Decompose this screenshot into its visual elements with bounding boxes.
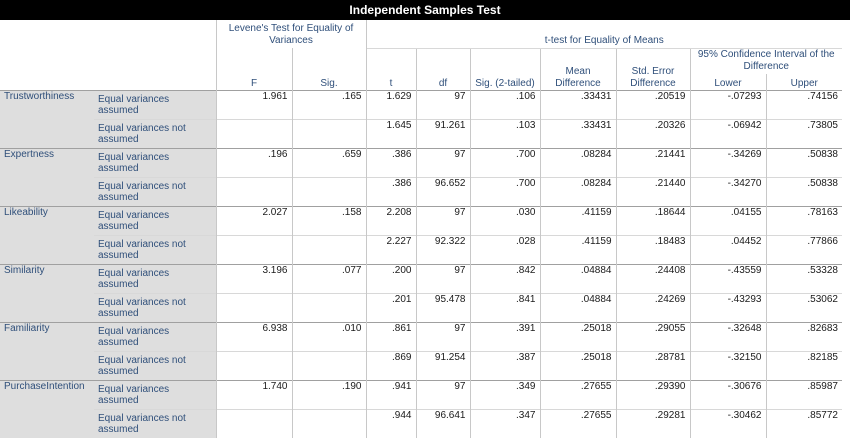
cell-se: .20326 [616, 119, 690, 148]
sublabel-equal-variances-not-assumed: Equal variances not assumed [94, 409, 216, 438]
sublabel-equal-variances-not-assumed: Equal variances not assumed [94, 293, 216, 322]
table-row [0, 235, 842, 264]
row-label: Familiarity [0, 322, 94, 380]
row-label: Trustworthiness [0, 90, 94, 148]
cell-sig2: .030 [470, 206, 540, 235]
col-header-upper: Upper [766, 74, 842, 90]
cell-F [216, 119, 292, 148]
cell-t: .944 [366, 409, 416, 438]
col-header-t: t [366, 48, 416, 90]
cell-lo: -.30676 [690, 380, 766, 409]
cell-F [216, 409, 292, 438]
col-header-df: df [416, 48, 470, 90]
col-header-F: F [216, 48, 292, 90]
cell-t: .386 [366, 148, 416, 177]
cell-md: .33431 [540, 90, 616, 119]
cell-md: .25018 [540, 322, 616, 351]
table-title: Independent Samples Test [0, 0, 850, 20]
cell-md: .25018 [540, 351, 616, 380]
row-label: Expertness [0, 148, 94, 206]
cell-sig2: .391 [470, 322, 540, 351]
cell-lo: -.07293 [690, 90, 766, 119]
ci-header: 95% Confidence Interval of the Difference [690, 48, 842, 74]
row-label: Likeability [0, 206, 94, 264]
table-row [0, 148, 842, 177]
cell-md: .41159 [540, 206, 616, 235]
sublabel-equal-variances-not-assumed: Equal variances not assumed [94, 351, 216, 380]
cell-t: 1.629 [366, 90, 416, 119]
cell-up: .78163 [766, 206, 842, 235]
cell-up: .53328 [766, 264, 842, 293]
sublabel-equal-variances-assumed: Equal variances assumed [94, 206, 216, 235]
cell-sig2: .841 [470, 293, 540, 322]
cell-lo: -.32150 [690, 351, 766, 380]
cell-t: .869 [366, 351, 416, 380]
cell-sig: .010 [292, 322, 366, 351]
cell-sig: .158 [292, 206, 366, 235]
table-row [0, 90, 842, 119]
cell-up: .85772 [766, 409, 842, 438]
cell-se: .21441 [616, 148, 690, 177]
cell-df: 97 [416, 206, 470, 235]
table-row [0, 177, 842, 206]
cell-se: .28781 [616, 351, 690, 380]
cell-md: .04884 [540, 264, 616, 293]
cell-lo: -.30462 [690, 409, 766, 438]
cell-df: 97 [416, 380, 470, 409]
table-row [0, 119, 842, 148]
cell-md: .27655 [540, 409, 616, 438]
cell-se: .24408 [616, 264, 690, 293]
col-header-sig: Sig. [292, 48, 366, 90]
cell-t: 1.645 [366, 119, 416, 148]
cell-lo: .04452 [690, 235, 766, 264]
cell-sig2: .028 [470, 235, 540, 264]
cell-lo: -.43293 [690, 293, 766, 322]
cell-df: 96.641 [416, 409, 470, 438]
table-row [0, 322, 842, 351]
cell-lo: -.34270 [690, 177, 766, 206]
cell-up: .82185 [766, 351, 842, 380]
cell-sig2: .347 [470, 409, 540, 438]
cell-se: .24269 [616, 293, 690, 322]
sublabel-equal-variances-not-assumed: Equal variances not assumed [94, 119, 216, 148]
cell-lo: -.06942 [690, 119, 766, 148]
cell-up: .50838 [766, 177, 842, 206]
cell-md: .27655 [540, 380, 616, 409]
table-row [0, 293, 842, 322]
levene-header: Levene's Test for Equality of Variances [216, 20, 366, 48]
cell-df: 97 [416, 148, 470, 177]
cell-sig [292, 293, 366, 322]
cell-up: .73805 [766, 119, 842, 148]
cell-lo: -.34269 [690, 148, 766, 177]
cell-sig: .165 [292, 90, 366, 119]
cell-df: 95.478 [416, 293, 470, 322]
cell-df: 97 [416, 264, 470, 293]
row-label: Similarity [0, 264, 94, 322]
cell-lo: .04155 [690, 206, 766, 235]
cell-lo: -.32648 [690, 322, 766, 351]
cell-F: 3.196 [216, 264, 292, 293]
cell-se: .29390 [616, 380, 690, 409]
table-row [0, 351, 842, 380]
cell-df: 91.261 [416, 119, 470, 148]
cell-up: .74156 [766, 90, 842, 119]
cell-t: 2.227 [366, 235, 416, 264]
cell-md: .08284 [540, 177, 616, 206]
cell-sig2: .106 [470, 90, 540, 119]
cell-se: .29055 [616, 322, 690, 351]
cell-sig [292, 409, 366, 438]
table-row [0, 264, 842, 293]
cell-df: 97 [416, 322, 470, 351]
sublabel-equal-variances-assumed: Equal variances assumed [94, 148, 216, 177]
col-header-sig2: Sig. (2-tailed) [470, 48, 540, 90]
cell-sig2: .700 [470, 148, 540, 177]
cell-se: .21440 [616, 177, 690, 206]
table-row [0, 206, 842, 235]
cell-sig [292, 177, 366, 206]
header-corner [0, 20, 216, 90]
cell-up: .85987 [766, 380, 842, 409]
cell-up: .82683 [766, 322, 842, 351]
cell-sig: .077 [292, 264, 366, 293]
cell-df: 92.322 [416, 235, 470, 264]
cell-F: 6.938 [216, 322, 292, 351]
cell-F [216, 177, 292, 206]
cell-sig2: .842 [470, 264, 540, 293]
col-header-mean-difference: Mean Difference [540, 48, 616, 90]
cell-md: .33431 [540, 119, 616, 148]
cell-t: .941 [366, 380, 416, 409]
sublabel-equal-variances-assumed: Equal variances assumed [94, 322, 216, 351]
cell-F [216, 235, 292, 264]
cell-md: .04884 [540, 293, 616, 322]
cell-df: 96.652 [416, 177, 470, 206]
sublabel-equal-variances-assumed: Equal variances assumed [94, 380, 216, 409]
independent-samples-test-table [0, 20, 842, 438]
cell-sig2: .103 [470, 119, 540, 148]
cell-lo: -.43559 [690, 264, 766, 293]
cell-sig2: .700 [470, 177, 540, 206]
cell-df: 91.254 [416, 351, 470, 380]
cell-md: .41159 [540, 235, 616, 264]
cell-F: 2.027 [216, 206, 292, 235]
cell-F: 1.961 [216, 90, 292, 119]
col-header-lower: Lower [690, 74, 766, 90]
cell-up: .77866 [766, 235, 842, 264]
cell-t: 2.208 [366, 206, 416, 235]
cell-md: .08284 [540, 148, 616, 177]
cell-t: .386 [366, 177, 416, 206]
sublabel-equal-variances-not-assumed: Equal variances not assumed [94, 235, 216, 264]
cell-t: .200 [366, 264, 416, 293]
cell-sig [292, 235, 366, 264]
table-row [0, 409, 842, 438]
cell-sig: .659 [292, 148, 366, 177]
ttest-header: t-test for Equality of Means [366, 20, 842, 48]
cell-up: .53062 [766, 293, 842, 322]
cell-sig2: .349 [470, 380, 540, 409]
row-label: PurchaseIntention [0, 380, 94, 438]
sublabel-equal-variances-assumed: Equal variances assumed [94, 90, 216, 119]
cell-F [216, 351, 292, 380]
table-row [0, 380, 842, 409]
cell-F: .196 [216, 148, 292, 177]
cell-t: .861 [366, 322, 416, 351]
cell-t: .201 [366, 293, 416, 322]
cell-se: .20519 [616, 90, 690, 119]
cell-F [216, 293, 292, 322]
cell-se: .18644 [616, 206, 690, 235]
cell-up: .50838 [766, 148, 842, 177]
cell-sig: .190 [292, 380, 366, 409]
cell-F: 1.740 [216, 380, 292, 409]
sublabel-equal-variances-assumed: Equal variances assumed [94, 264, 216, 293]
cell-se: .18483 [616, 235, 690, 264]
col-header-std-error-difference: Std. Error Difference [616, 48, 690, 90]
cell-sig [292, 119, 366, 148]
cell-sig [292, 351, 366, 380]
sublabel-equal-variances-not-assumed: Equal variances not assumed [94, 177, 216, 206]
cell-sig2: .387 [470, 351, 540, 380]
cell-se: .29281 [616, 409, 690, 438]
cell-df: 97 [416, 90, 470, 119]
